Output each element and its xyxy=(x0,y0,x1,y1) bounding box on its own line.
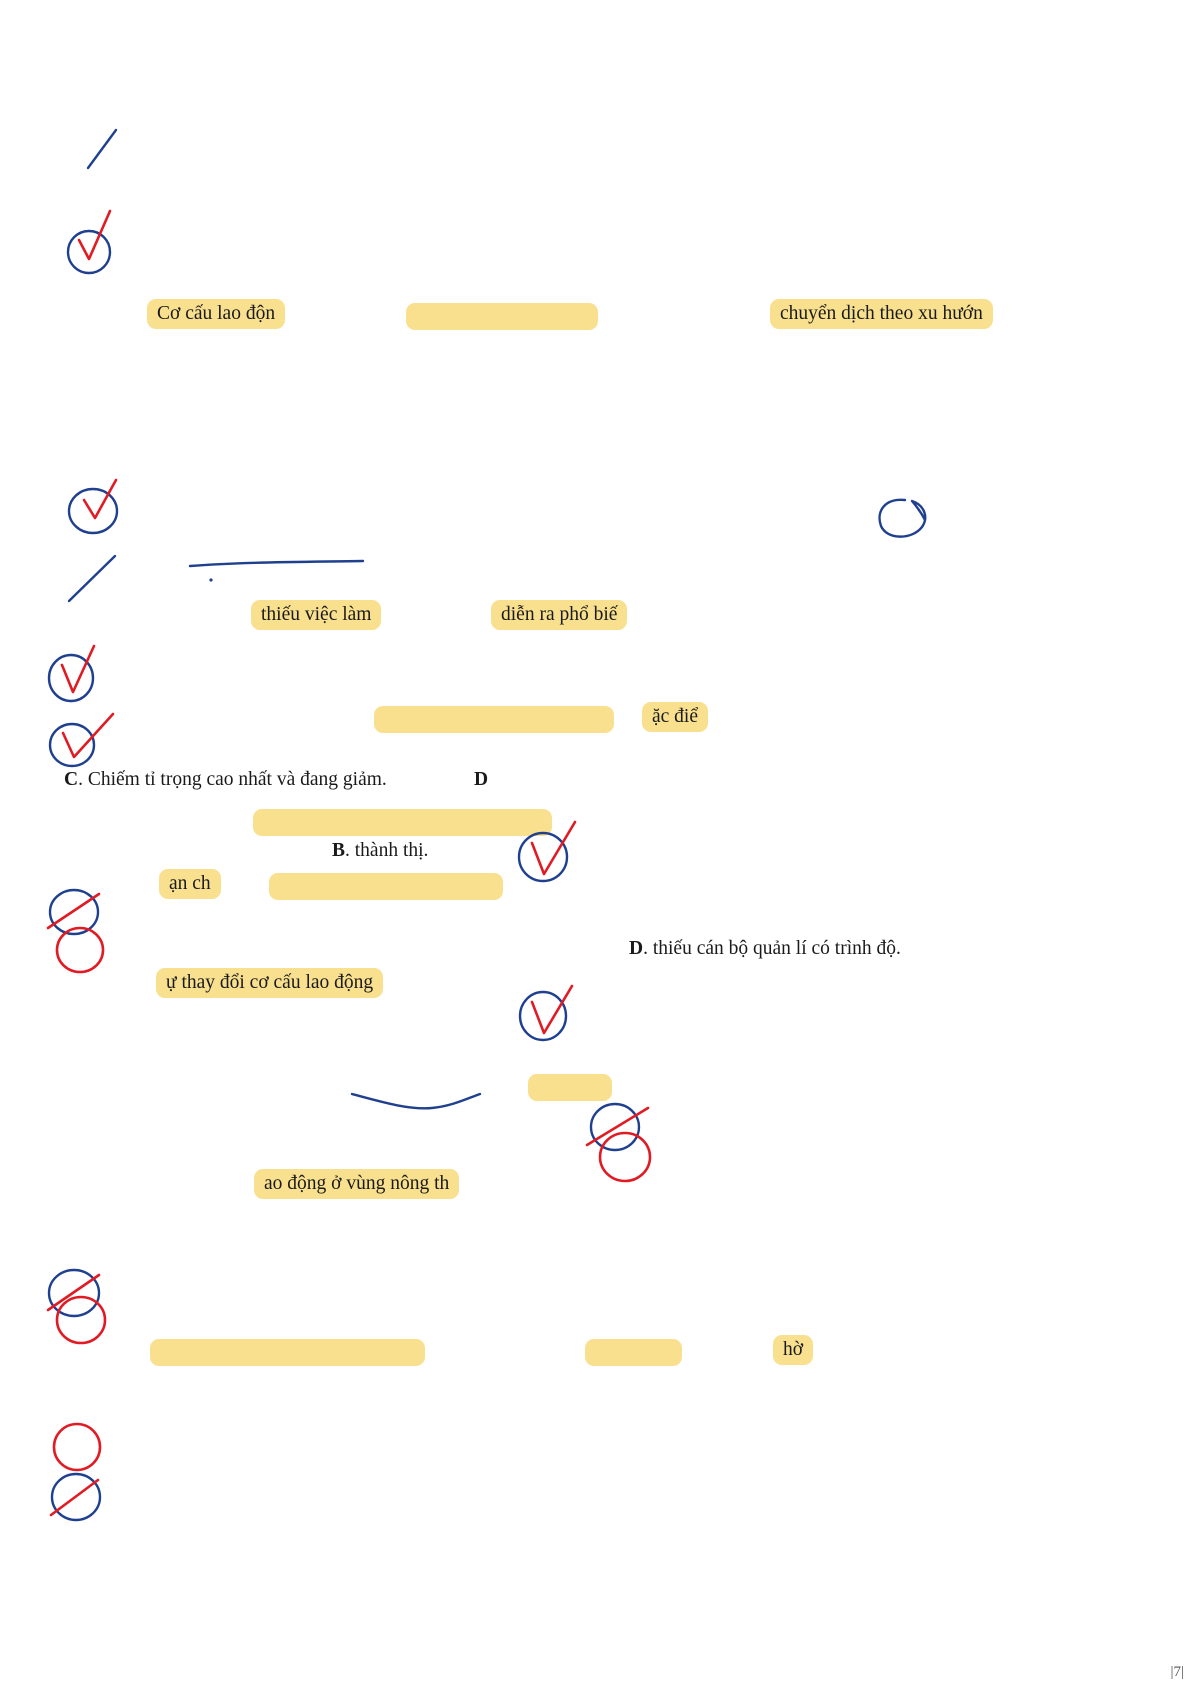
red-slash-icon xyxy=(48,894,99,928)
option-letter-d: D xyxy=(629,938,644,959)
highlight-bar xyxy=(253,809,552,836)
red-slash-icon xyxy=(587,1108,648,1145)
option-text-c: . Chiếm tỉ trọng cao nhất và đang giảm. xyxy=(78,769,387,790)
highlight-bar xyxy=(374,706,614,733)
option-text-b: . thành thị. xyxy=(345,840,429,861)
highlight-bar xyxy=(406,303,598,330)
red-circle-icon xyxy=(57,928,103,972)
blue-circle-icon xyxy=(519,833,567,881)
text-fragment-ho: hờ xyxy=(773,1335,813,1365)
blue-circle-icon xyxy=(520,992,566,1040)
red-check-icon xyxy=(532,986,572,1033)
text-fragment-dien-ra-pho-bie: diễn ra phổ biế xyxy=(491,600,627,630)
blue-circle-icon xyxy=(69,489,117,533)
highlight-bar xyxy=(528,1074,612,1101)
blue-oval-icon xyxy=(880,500,926,537)
red-slash-icon xyxy=(51,1480,98,1515)
red-circle-icon xyxy=(57,1297,105,1343)
red-circle-icon xyxy=(600,1133,650,1181)
red-check-icon xyxy=(62,646,94,692)
highlight-bar xyxy=(269,873,503,900)
red-check-icon xyxy=(79,211,110,259)
red-slash-icon xyxy=(48,1275,99,1310)
blue-circle-icon xyxy=(52,1474,100,1520)
option-letter-c: C xyxy=(64,769,79,790)
text-fragment-co-cau-lao-don: Cơ cấu lao độn xyxy=(147,299,285,329)
text-fragment-ac-die: ặc điể xyxy=(642,702,708,732)
highlight-bar xyxy=(150,1339,425,1366)
page-corner-mark: |7| xyxy=(1170,1664,1184,1680)
option-text-d: . thiếu cán bộ quản lí có trình độ. xyxy=(643,938,901,959)
blue-circle-icon xyxy=(591,1104,639,1150)
option-letter-b: B xyxy=(332,840,346,861)
answer-option-c xyxy=(64,767,387,792)
blue-circle-icon xyxy=(50,724,94,766)
text-fragment-lao-dong-nong-thon: ao động ở vùng nông th xyxy=(254,1169,459,1199)
text-fragment-chuyen-dich: chuyển dịch theo xu hướn xyxy=(770,299,993,329)
red-check-icon xyxy=(63,714,113,757)
highlight-bar xyxy=(585,1339,682,1366)
blue-stroke-icon xyxy=(88,130,116,168)
red-check-icon xyxy=(84,480,116,518)
blue-underline-icon xyxy=(352,1094,480,1108)
option-letter-d-orphan: D xyxy=(474,769,489,790)
answer-option-b xyxy=(332,838,428,863)
text-fragment-thay-doi-co-cau-lao-dong: ự thay đổi cơ cấu lao động xyxy=(156,968,383,998)
blue-circle-icon xyxy=(68,231,110,273)
blue-circle-icon xyxy=(49,655,93,701)
blue-circle-icon xyxy=(50,890,98,934)
text-fragment-thieu-viec-lam: thiếu việc làm xyxy=(251,600,381,630)
text-fragment-an-ch: ạn ch xyxy=(159,869,221,899)
blue-circle-icon xyxy=(49,1270,99,1316)
blue-underline-icon xyxy=(190,561,363,566)
answer-option-d xyxy=(629,936,901,961)
red-circle-icon xyxy=(54,1424,100,1470)
blue-stroke-icon xyxy=(69,556,115,601)
blue-dot-icon xyxy=(209,578,212,581)
